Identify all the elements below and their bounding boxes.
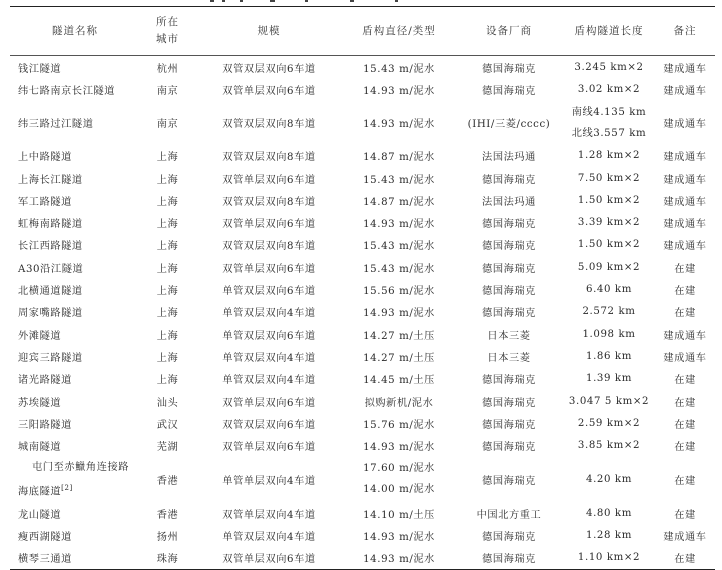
diameter: 14.93 m/泥水: [363, 85, 435, 97]
city: 扬州: [156, 532, 179, 544]
scale: 双管单层双向6车道: [222, 442, 316, 454]
diameter: 15.43 m/泥水: [363, 241, 435, 253]
scale: 单管双层双向4车道: [222, 375, 316, 387]
tunnel-name: 上海长江隧道: [18, 174, 83, 186]
scale: 单管双层双向4车道: [222, 352, 316, 364]
maker: 日本三菱: [487, 330, 531, 342]
note: 在建: [674, 397, 696, 409]
diameter: 15.43 m/泥水: [363, 263, 435, 275]
city: 上海: [156, 174, 179, 186]
maker: 德国海瑞克: [482, 85, 536, 97]
tunnel-name: 北横通道隧道: [18, 286, 83, 298]
table-row: [10, 524, 715, 546]
scale: 双管单层双向6车道: [222, 554, 316, 566]
table-row: [10, 278, 715, 300]
city: 汕头: [156, 397, 179, 409]
note: 建成通车: [663, 196, 707, 208]
header-name: 隧道名称: [52, 24, 98, 37]
city: 珠海: [156, 554, 179, 566]
note: 建成通车: [663, 152, 707, 164]
diameter: 15.76 m/泥水: [363, 419, 435, 431]
city: 上海: [156, 196, 179, 208]
table-row: [10, 301, 715, 323]
tunnel-name: 虹梅南路隧道: [18, 219, 83, 231]
maker: 德国海瑞克: [482, 174, 536, 186]
city: 上海: [156, 219, 179, 231]
note: 在建: [674, 475, 696, 487]
diameter: 15.43 m/泥水: [363, 63, 435, 75]
length: 2.59 km×2: [577, 417, 641, 429]
scale: 双管单层双向6车道: [222, 397, 316, 409]
scale: 双管单层双向6车道: [222, 174, 316, 186]
tunnel-name: 城南隧道: [18, 442, 62, 454]
city: 上海: [156, 263, 179, 275]
header-maker: 设备厂商: [486, 24, 532, 37]
diameter: 14.27 m/土压: [363, 330, 435, 342]
diameter: 14.87 m/泥水: [363, 152, 435, 164]
table-row: [10, 101, 715, 145]
scale: 双管双层双向8车道: [222, 241, 316, 253]
table-row: [10, 547, 715, 570]
maker: 德国海瑞克: [482, 419, 536, 431]
tunnel-name: 纬三路过江隧道: [18, 119, 94, 131]
maker: 德国海瑞克: [482, 532, 536, 544]
maker: 德国海瑞克: [482, 308, 536, 320]
city: 上海: [156, 286, 179, 298]
scale: 单管单层双向4车道: [222, 475, 316, 487]
maker: 德国海瑞克: [482, 63, 536, 75]
scale: 双管双层双向8车道: [222, 196, 316, 208]
diameter: 14.45 m/土压: [363, 375, 435, 387]
note: 建成通车: [663, 174, 707, 186]
length: 3.02 km×2: [577, 83, 641, 95]
length: 2.572 km: [582, 306, 636, 318]
table-row: [10, 211, 715, 233]
header-note: 备注: [673, 24, 697, 37]
tunnel-name: 周家嘴路隧道: [18, 308, 83, 320]
note: 建成通车: [663, 85, 707, 97]
scale: 双管双层双向8车道: [222, 152, 316, 164]
table-row: [10, 457, 715, 502]
tunnel-name: 上中路隧道: [18, 152, 72, 164]
table-row: [10, 390, 715, 412]
length: 3.85 km×2: [577, 440, 641, 452]
maker: 德国海瑞克: [482, 241, 536, 253]
maker: 德国海瑞克: [482, 554, 536, 566]
maker: 德国海瑞克: [482, 263, 536, 275]
scale: 单管双层双向4车道: [222, 532, 316, 544]
header-diameter: 盾构直径/类型: [362, 24, 436, 37]
note: 在建: [674, 308, 696, 320]
length: 4.80 km: [586, 507, 632, 519]
diameter: 14.93 m/泥水: [363, 308, 435, 320]
scale: 单管双层双向6车道: [222, 286, 316, 298]
scale: 双管单层双向6车道: [222, 219, 316, 231]
table-row: [10, 256, 715, 278]
city: 上海: [156, 352, 179, 364]
city: 上海: [156, 241, 179, 253]
diameter: 15.43 m/泥水: [363, 174, 435, 186]
note: 在建: [674, 509, 696, 521]
table-row: [10, 502, 715, 524]
tunnel-name: 三阳路隧道: [18, 419, 72, 431]
tunnel-name: 屯门至赤鱲角连接路 海底隧道[2]: [18, 461, 130, 498]
table-row: [10, 434, 715, 456]
length: 南线4.135 km 北线3.557 km: [571, 106, 647, 139]
length: 7.50 km×2: [577, 172, 641, 184]
note: 建成通车: [663, 352, 707, 364]
tunnel-name: 瘦西湖隧道: [18, 532, 72, 544]
tunnel-name: 钱江隧道: [18, 63, 62, 75]
tunnel-name: 迎宾三路隧道: [18, 352, 83, 364]
scale: 双管单层双向6车道: [222, 85, 316, 97]
maker: 德国海瑞克: [482, 286, 536, 298]
city: 杭州: [156, 63, 179, 75]
diameter: 14.93 m/泥水: [363, 554, 435, 566]
diameter: 14.10 m/土压: [363, 509, 435, 521]
tunnel-name: 军工路隧道: [18, 196, 72, 208]
table-row: [10, 145, 715, 167]
length: 1.10 km×2: [577, 552, 641, 564]
length: 1.86 km: [586, 350, 632, 362]
length: 3.245 km×2: [574, 61, 644, 73]
note: 建成通车: [663, 532, 707, 544]
length: 1.098 km: [582, 328, 636, 340]
tunnel-name: 外滩隧道: [18, 330, 62, 342]
maker: 中国北方重工: [476, 509, 542, 521]
note: 在建: [674, 442, 696, 454]
maker: 德国海瑞克: [482, 442, 536, 454]
maker: 德国海瑞克: [482, 219, 536, 231]
city: 武汉: [156, 419, 179, 431]
note: 在建: [674, 286, 696, 298]
note: 在建: [674, 263, 696, 275]
scale: 双管双层双向6车道: [222, 419, 316, 431]
maker: (IHI/三菱/cccc): [467, 119, 551, 131]
diameter: 15.56 m/泥水: [363, 286, 435, 298]
tunnel-table: [10, 6, 715, 570]
tunnel-name: 纬七路南京长江隧道: [18, 85, 116, 97]
length: 3.39 km×2: [577, 217, 641, 229]
diameter: 14.87 m/泥水: [363, 196, 435, 208]
diameter: 14.93 m/泥水: [363, 442, 435, 454]
length: 6.40 km: [586, 284, 632, 296]
maker: 德国海瑞克: [482, 475, 536, 487]
table-row: [10, 412, 715, 434]
diameter: 14.93 m/泥水: [363, 119, 435, 131]
table-row: [10, 78, 715, 100]
table-row: [10, 234, 715, 256]
note: 在建: [674, 375, 696, 387]
length: 1.28 km: [586, 530, 632, 542]
diameter: 14.93 m/泥水: [363, 219, 435, 231]
length: 3.047 5 km×2: [568, 395, 650, 407]
tunnel-name: 龙山隧道: [18, 509, 62, 521]
maker: 德国海瑞克: [482, 375, 536, 387]
table-row: [10, 167, 715, 189]
city: 上海: [156, 330, 179, 342]
table-row: [10, 345, 715, 367]
note: 建成通车: [663, 119, 707, 131]
maker: 日本三菱: [487, 352, 531, 364]
scale: 双管双层双向6车道: [222, 63, 316, 75]
scale: 双管双层双向8车道: [222, 119, 316, 131]
note: 在建: [674, 554, 696, 566]
table-row: [10, 56, 715, 79]
diameter: 14.27 m/土压: [363, 352, 435, 364]
city: 香港: [156, 475, 179, 487]
diameter: 14.93 m/泥水: [363, 532, 435, 544]
header-scale: 规模: [257, 24, 281, 37]
tunnel-name: 横琴三通道: [18, 554, 72, 566]
city: 南京: [156, 85, 179, 97]
note: 建成通车: [663, 63, 707, 75]
length: 1.50 km×2: [577, 194, 641, 206]
tunnel-name: A30沿江隧道: [18, 263, 84, 275]
city: 上海: [156, 308, 179, 320]
header-city: 所在 城市: [156, 16, 179, 45]
length: 5.09 km×2: [577, 261, 641, 273]
length: 1.39 km: [586, 373, 632, 385]
note: 建成通车: [663, 330, 707, 342]
length: 1.50 km×2: [577, 239, 641, 251]
note: 在建: [674, 419, 696, 431]
scale: 单管双层双向4车道: [222, 308, 316, 320]
header-length: 盾构隧道长度: [574, 24, 644, 37]
city: 上海: [156, 375, 179, 387]
header-row: [10, 7, 715, 56]
table-row: [10, 368, 715, 390]
maker: 德国海瑞克: [482, 397, 536, 409]
table-row: [10, 189, 715, 211]
tunnel-name: 长江西路隧道: [18, 241, 83, 253]
diameter: 拟购新机/泥水: [364, 397, 434, 409]
scale: 双管单层双向4车道: [222, 509, 316, 521]
length: 1.28 km×2: [577, 150, 641, 162]
top-cropped-caption: [210, 0, 410, 3]
tunnel-name: 苏埃隧道: [18, 397, 62, 409]
city: 上海: [156, 152, 179, 164]
city: 香港: [156, 509, 179, 521]
note: 建成通车: [663, 219, 707, 231]
scale: 双管单层双向6车道: [222, 263, 316, 275]
city: 芜湖: [156, 442, 179, 454]
scale: 单管双层双向6车道: [222, 330, 316, 342]
length: 4.20 km: [586, 473, 632, 485]
footnote-ref: [2]: [61, 483, 73, 492]
city: 南京: [156, 119, 179, 131]
maker: 法国法玛通: [482, 196, 536, 208]
table-row: [10, 323, 715, 345]
diameter: 17.60 m/泥水 14.00 m/泥水: [363, 463, 435, 496]
note: 建成通车: [663, 241, 707, 253]
tunnel-name: 诸光路隧道: [18, 375, 72, 387]
maker: 法国法玛通: [482, 152, 536, 164]
